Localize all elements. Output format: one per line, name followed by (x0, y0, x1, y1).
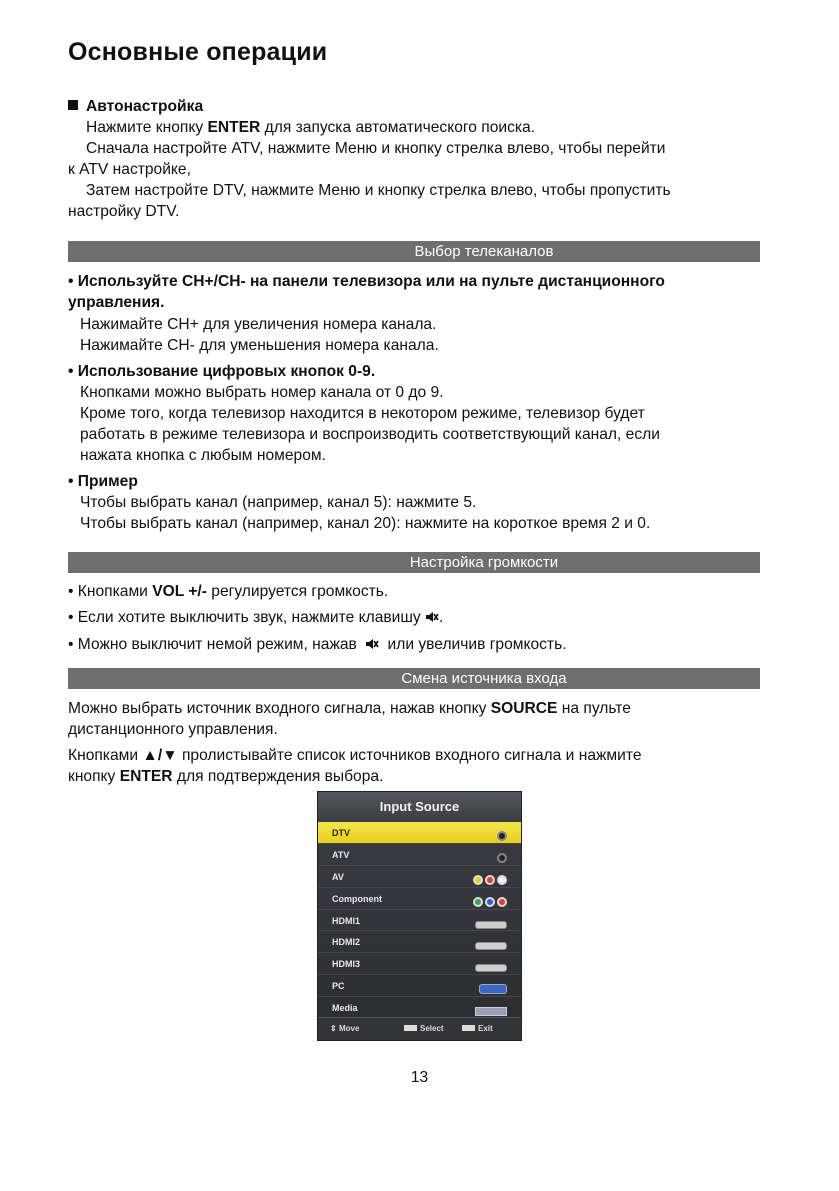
autotune-line-2: Сначала настройте ATV, нажмите Меню и кнопку стрелка влево, чтобы перейти (86, 140, 666, 157)
section-bar-source: Смена источника входа (68, 668, 760, 689)
channels-heading-2: • Использование цифровых кнопок 0-9. (68, 363, 376, 380)
osd-item-connector (471, 893, 507, 904)
osd-item-hdmi2 (318, 931, 521, 953)
osd-item-label: Component (332, 893, 382, 904)
volume-line-3: • Можно выключит немой режим, нажав или увеличив громкость. (68, 636, 567, 653)
osd-item-hdmi3 (318, 953, 521, 975)
rca-white-icon (497, 875, 507, 885)
osd-item-label: DTV (332, 828, 350, 838)
source-text-1-cont: дистанционного управления. (68, 721, 278, 738)
rca-blue-icon (485, 897, 495, 907)
rca-yellow-icon (473, 875, 483, 885)
channels-text-6: нажата кнопка с любым номером. (80, 447, 326, 464)
volume-line-2: • Если хотите выключить звук, нажмите клавишу . (68, 609, 444, 626)
channels-text-2: Нажимайте CH- для уменьшения номера канала. (80, 337, 439, 354)
osd-item-label: HDMI2 (332, 937, 361, 948)
osd-item-connector (475, 936, 507, 947)
mute-icon (365, 638, 379, 650)
osd-footer-move: ⇕ Move (330, 1024, 360, 1033)
osd-item-atv (318, 844, 521, 866)
rca-red-icon (497, 897, 507, 907)
page-title: Основные операции (68, 38, 328, 66)
autotune-heading: Автонастройка (68, 96, 203, 117)
section-bar-volume: Настройка громкости (68, 552, 760, 573)
vga-icon (479, 984, 507, 994)
osd-item-label: HDMI1 (332, 915, 361, 926)
rca-red-icon (485, 875, 495, 885)
enter-key-icon (404, 1025, 417, 1031)
osd-item-hdmi1 (318, 910, 521, 932)
osd-footer (318, 1017, 521, 1040)
osd-item-pc (318, 975, 521, 997)
osd-item-media (318, 997, 521, 1019)
source-text-2: Кнопками ▲/▼ пролистывайте список источников входного сигнала и нажмите (68, 747, 642, 764)
osd-item-label: HDMI3 (332, 959, 361, 970)
osd-footer-select: Select (404, 1018, 444, 1040)
exit-key-icon (462, 1025, 475, 1031)
channels-text-5: работать в режиме телевизора и воспроизводить соответствующий канал, если (80, 426, 660, 443)
hdmi-icon (475, 964, 507, 972)
osd-item-label: ATV (332, 849, 350, 860)
osd-title: Input Source (318, 792, 521, 822)
autotune-line-4: Затем настройте DTV, нажмите Меню и кнопку стрелка влево, чтобы пропустить (86, 182, 671, 199)
source-text-2-cont: кнопку ENTER для подтверждения выбора. (68, 768, 384, 785)
channels-heading-1-cont: управления. (68, 294, 165, 311)
channels-heading-1: • Используйте CH+/CH- на панели телевизора или на пульте дистанционного (68, 273, 665, 290)
channels-text-3: Кнопками можно выбрать номер канала от 0 до 9. (80, 384, 444, 401)
autotune-line-5: настройку DTV. (68, 203, 180, 220)
autotune-line-3: к ATV настройке, (68, 161, 191, 178)
source-text-1: Можно выбрать источник входного сигнала, нажав кнопку SOURCE на пульте (68, 700, 631, 717)
section-bar-channels: Выбор телеканалов (68, 241, 760, 262)
channels-text-1: Нажимайте CH+ для увеличения номера канала. (80, 316, 437, 333)
osd-item-label: PC (332, 981, 345, 992)
osd-item-connector (479, 980, 507, 991)
osd-item-av (318, 866, 521, 888)
osd-item-connector (475, 958, 507, 969)
osd-list (318, 822, 521, 1019)
coax-icon (497, 831, 507, 841)
input-source-menu (317, 791, 522, 1041)
volume-line-1: • Кнопками VOL +/- регулируется громкость. (68, 583, 389, 600)
osd-item-connector (495, 827, 507, 838)
coax-icon (497, 853, 507, 863)
hdmi-icon (475, 942, 507, 950)
channels-heading-3: • Пример (68, 473, 138, 490)
osd-item-label: AV (332, 871, 344, 882)
osd-item-connector (495, 849, 507, 860)
osd-item-component (318, 888, 521, 910)
osd-item-connector (475, 1002, 507, 1013)
rca-green-icon (473, 897, 483, 907)
autotune-line-1: Нажмите кнопку ENTER для запуска автоматического поиска. (86, 119, 536, 136)
page-number: 13 (410, 1069, 429, 1086)
osd-item-dtv (318, 822, 521, 844)
hdmi-icon (475, 921, 507, 929)
osd-footer-exit: Exit (462, 1018, 493, 1040)
osd-item-connector (471, 871, 507, 882)
channels-text-8: Чтобы выбрать канал (например, канал 20): нажмите на короткое время 2 и 0. (80, 515, 651, 532)
mute-icon (425, 611, 439, 623)
square-bullet-icon (68, 100, 78, 110)
osd-item-label: Media (332, 1003, 358, 1014)
osd-item-connector (475, 915, 507, 926)
usb-icon (475, 1007, 507, 1016)
channels-text-4: Кроме того, когда телевизор находится в некотором режиме, телевизор будет (80, 405, 645, 422)
channels-text-7: Чтобы выбрать канал (например, канал 5): нажмите 5. (80, 494, 477, 511)
